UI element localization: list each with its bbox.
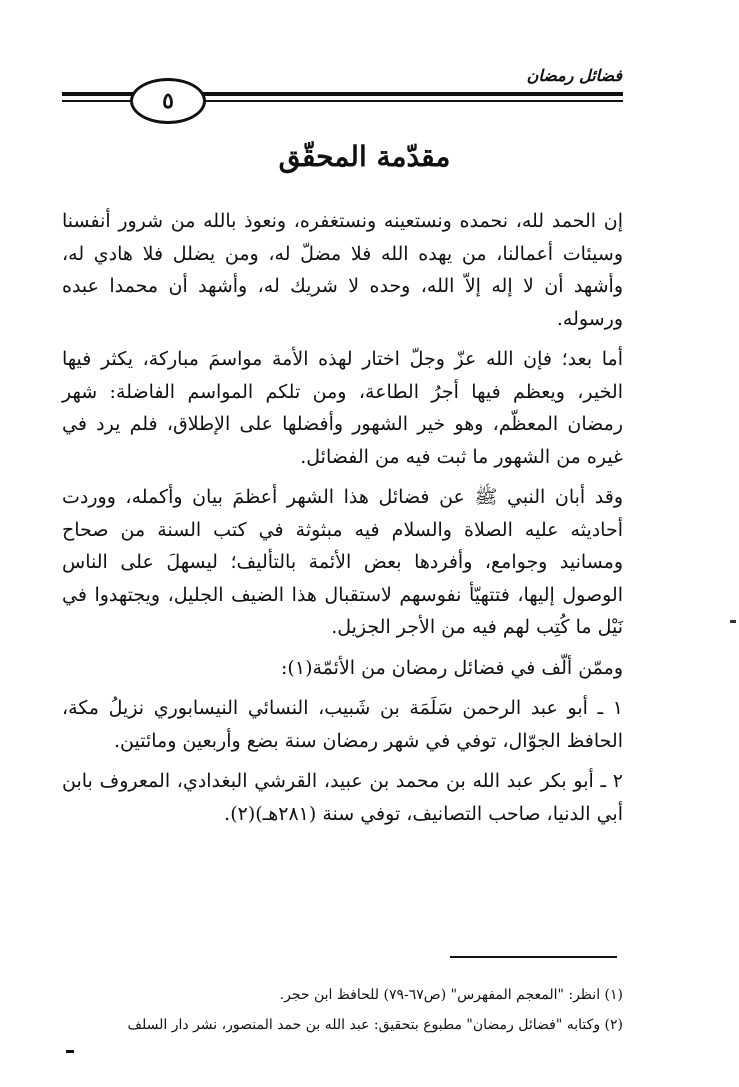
- paragraph: إن الحمد لله، نحمده ونستعينه ونستغفره، ونعوذ بالله من شرور أنفسنا وسيئات أعمالنا، من يهده الله فلا مضلّ له، ومن يضلل فلا هادي له، وأشهد أن لا إله إلاّ الله، وحده لا شريك له، وأشهد أن محمدا عبده ورسوله.: [62, 210, 623, 330]
- paragraph: أما بعد؛ فإن الله عزّ وجلّ اختار لهذه الأمة مواسمَ مباركة، يكثر فيها الخير، ويعظم فيها أجرُ الطاعة، ومن تلكم المواسم الفاضلة: شهر رمضان المعظّم، وهو خير الشهور وأفضلها على الإطلاق، فلم يرد في غيره من الشهور ما ثبت فيه من الفضائل.: [62, 348, 623, 468]
- margin-mark: [730, 620, 736, 623]
- paragraph: وقد أبان النبي ﷺ عن فضائل هذا الشهر أعظمَ بيان وأكمله، ووردت أحاديثه عليه الصلاة والسلام فيه مبثوثة في كتب السنة من صحاح ومسانيد وجوامع، وأفردها بعض الأئمة بالتأليف؛ ليسهلَ على الناس الوصول إليها، فتتهيّأ نفوسهم لاستقبال هذا الضيف الجليل، ويجتهدوا في نَيْل ما كُتِب لهم فيه من الأجر الجزيل.: [62, 486, 623, 638]
- page-number: ٥: [162, 88, 174, 114]
- body-text: [62, 205, 623, 838]
- paragraph: وممّن ألّف في فضائل رمضان من الأئمّة(١):: [281, 656, 623, 679]
- list-item: ١ ـ أبو عبد الرحمن سَلَمَة بن شَبيب، النسائي النيسابوري نزيلُ مكة، الحافظ الجوّال، توفي في شهر رمضان سنة بضع وأربعين ومائتين.: [62, 697, 623, 752]
- footnote-rule: [450, 956, 617, 958]
- margin-mark: [66, 1050, 74, 1053]
- page-title: مقدّمة المحقّق: [278, 140, 451, 173]
- footnote: (١) انظر: "المعجم المفهرس" (ص٦٧-٧٩) للحافظ ابن حجر.: [279, 987, 623, 1003]
- running-header-title: فضائل رمضان: [526, 66, 622, 85]
- footnotes: [62, 980, 623, 1040]
- footnote: (٢) وكتابه "فضائل رمضان" مطبوع بتحقيق: عبد الله بن حمد المنصور، نشر دار السلف: [127, 1017, 623, 1033]
- list-item: ٢ ـ أبو بكر عبد الله بن محمد بن عبيد، القرشي البغدادي، المعروف بابن أبي الدنيا، صاحب التصانيف، توفي سنة (٢٨١هـ)(٢).: [62, 770, 623, 825]
- page-number-oval: [130, 78, 206, 124]
